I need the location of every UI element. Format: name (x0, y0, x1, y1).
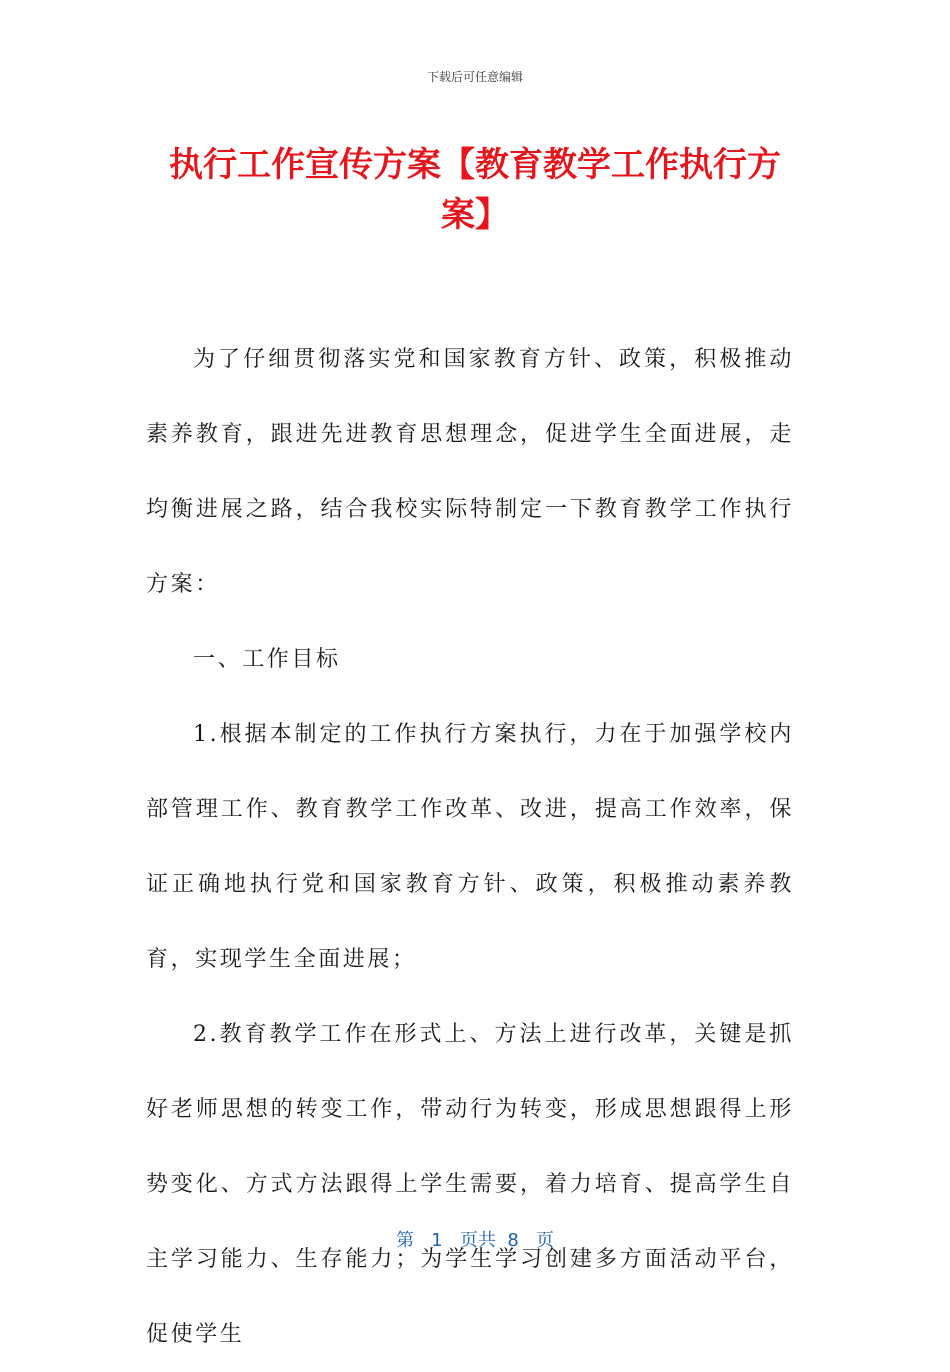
document-title: 执行工作宣传方案【教育教学工作执行方案】 (169, 145, 781, 235)
document-body (146, 322, 794, 1372)
current-page-number: 1 (431, 1230, 443, 1251)
header-note: 下载后可任意编辑 (426, 70, 523, 84)
section-heading-goals: 一、工作目标 (193, 647, 341, 672)
paragraph-item-2: 2.教育教学工作在形式上、方法上进行改革，关键是抓好老师思想的转变工作，带动行为转变，形成思想跟得上形势变化、方式方法跟得上学生需要，着力培育、提高学生自主学习能力、生存能力；为学生学习创建多方面活动平台，促使学生 (146, 1022, 794, 1347)
footer-prefix: 第 (396, 1230, 415, 1251)
paragraph-item-1: 1.根据本制定的工作执行方案执行，力在于加强学校内部管理工作、教育教学工作改革、改进，提高工作效率，保证正确地执行党和国家教育方针、政策，积极推动素养教育，实现学生全面进展； (146, 722, 794, 972)
page-footer (0, 1226, 950, 1252)
paragraph-intro: 为了仔细贯彻落实党和国家教育方针、政策，积极推动素养教育，跟进先进教育思想理念，促进学生全面进展，走均衡进展之路，结合我校实际特制定一下教育教学工作执行方案： (146, 347, 794, 597)
footer-suffix: 页 (535, 1230, 554, 1251)
footer-middle: 页共 (459, 1230, 496, 1251)
total-page-count: 8 (507, 1230, 519, 1251)
